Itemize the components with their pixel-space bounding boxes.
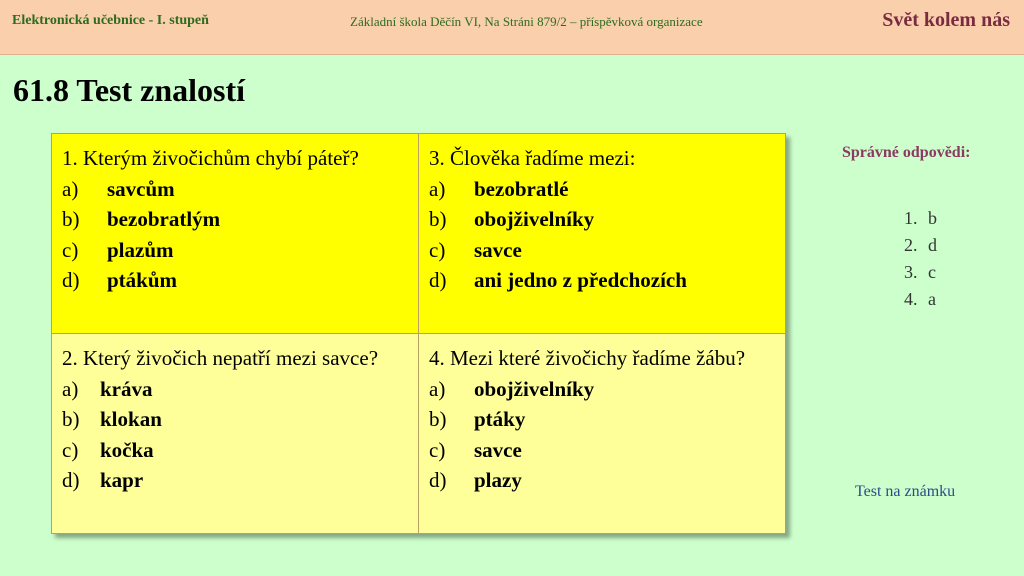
option-2d [62, 465, 408, 496]
option-text: obojživelníky [474, 376, 595, 401]
option-text: obojživelníky [474, 207, 595, 231]
header-left-text: Elektronická učebnice - I. stupeň [12, 13, 209, 28]
option-letter: c) [62, 237, 79, 262]
option-3d [429, 265, 775, 296]
answer-item [904, 232, 937, 259]
question-text: 4. Mezi které živočichy řadíme žábu? [429, 346, 746, 370]
answers-list [904, 205, 937, 313]
option-2b [62, 404, 408, 435]
option-text: kráva [100, 376, 153, 401]
answer-number: 3. [904, 262, 918, 282]
page-title: 61.8 Test znalostí [13, 72, 246, 108]
option-letter: b) [429, 407, 447, 431]
header-bar [0, 0, 1024, 55]
question-text: 2. Který živočich nepatří mezi savce? [62, 346, 379, 370]
option-letter: c) [62, 437, 79, 462]
option-letter: a) [62, 176, 79, 201]
option-text: klokan [100, 407, 162, 431]
table-row [52, 134, 786, 334]
option-text: ani jedno z předchozích [474, 268, 687, 292]
option-text: bezobratlé [474, 176, 569, 201]
option-letter: d) [62, 468, 80, 492]
option-4b [429, 404, 775, 435]
option-letter: a) [62, 376, 79, 401]
option-1a [62, 174, 408, 205]
option-3b [429, 204, 775, 235]
option-letter: d) [62, 268, 80, 292]
option-letter: c) [429, 237, 446, 262]
answer-number: 4. [904, 289, 918, 309]
table-row [52, 334, 786, 534]
answer-value: c [928, 262, 936, 282]
option-text: savcům [107, 176, 175, 201]
option-text: plazům [107, 237, 174, 262]
question-cell-2 [52, 334, 419, 534]
option-letter: d) [429, 468, 447, 492]
option-3c [429, 235, 775, 266]
option-2c [62, 435, 408, 466]
option-letter: d) [429, 268, 447, 292]
option-text: kočka [100, 437, 154, 462]
option-text: kapr [100, 468, 144, 492]
answer-value: b [928, 208, 937, 228]
question-text: 1. Kterým živočichům chybí páteř? [62, 146, 359, 170]
question-cell-1 [52, 134, 419, 334]
header-subject-text: Svět kolem nás [882, 9, 1010, 31]
option-3a [429, 174, 775, 205]
questions-table [51, 133, 786, 534]
question-cell-4 [419, 334, 786, 534]
option-text: savce [474, 237, 522, 262]
answer-value: a [928, 289, 936, 309]
option-text: plazy [474, 468, 522, 492]
option-text: bezobratlým [107, 207, 221, 231]
answers-title: Správné odpovědi: [842, 144, 971, 161]
option-letter: a) [429, 176, 446, 201]
option-letter: c) [429, 437, 446, 462]
question-cell-3 [419, 134, 786, 334]
option-4d [429, 465, 775, 496]
option-4c [429, 435, 775, 466]
option-1c [62, 235, 408, 266]
option-letter: b) [62, 207, 80, 231]
option-letter: b) [429, 207, 447, 231]
answer-number: 1. [904, 208, 918, 228]
option-text: ptáky [474, 407, 526, 431]
option-text: savce [474, 437, 522, 462]
option-1b [62, 204, 408, 235]
option-2a [62, 374, 408, 405]
option-letter: a) [429, 376, 446, 401]
option-4a [429, 374, 775, 405]
graded-test-link[interactable]: Test na známku [855, 483, 956, 500]
question-text: 3. Člověka řadíme mezi: [429, 146, 636, 170]
answer-number: 2. [904, 235, 918, 255]
option-text: ptákům [107, 268, 178, 292]
answer-item [904, 205, 937, 232]
option-1d [62, 265, 408, 296]
answer-item [904, 286, 937, 313]
option-letter: b) [62, 407, 80, 431]
answer-value: d [928, 235, 937, 255]
header-school-text: Základní škola Děčín VI, Na Stráni 879/2 – příspěvková organizace [350, 14, 703, 29]
answer-item [904, 259, 937, 286]
